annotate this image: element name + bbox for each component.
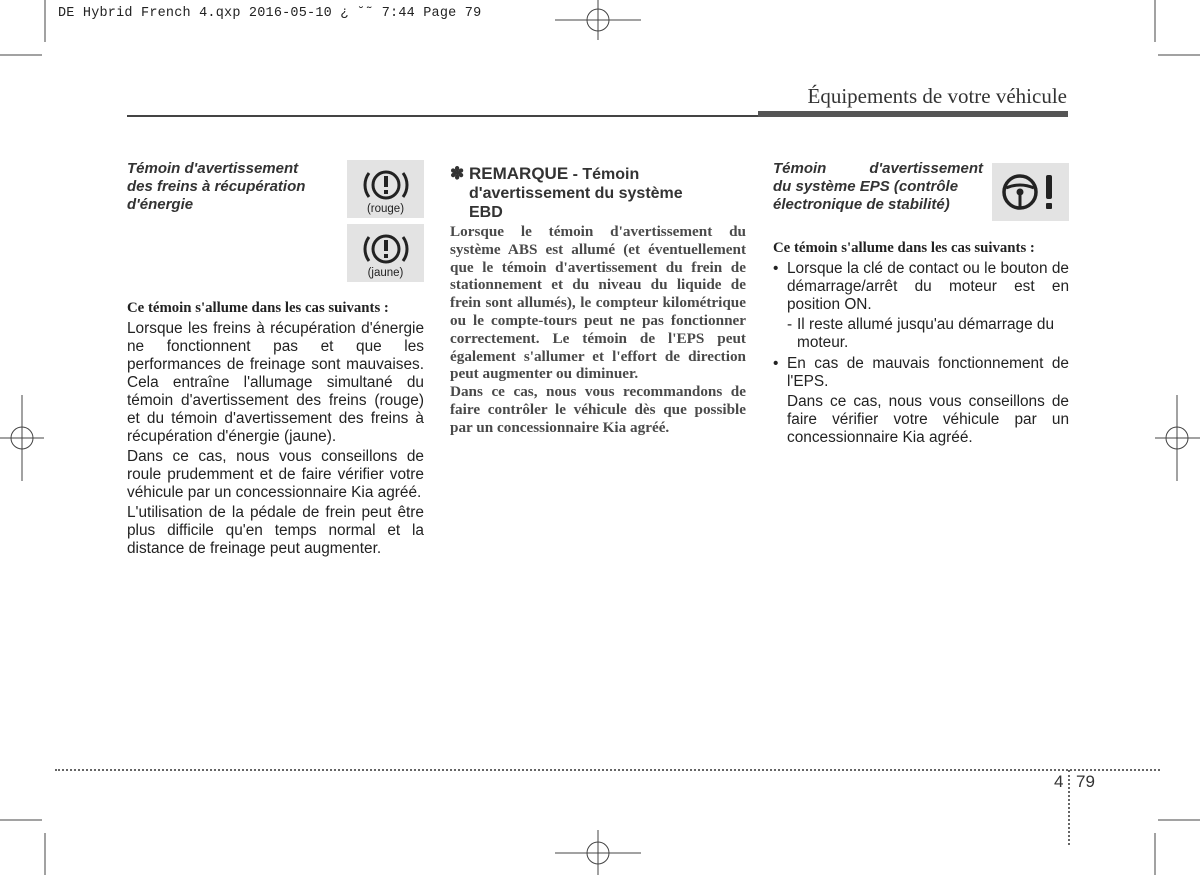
paragraph: Lorsque le témoin d'avertissement du système ABS est allumé (et éventuellement que le témoin d'avertissement du frein de stationnement et du niveau du liquide de frein sont allumés), le compteur kilométrique ou le compte-tours peut ne pas fonctionner correctement. Le témoin de l'EPS peut également s'allumer et l'effort de direction peut augmenter ou diminuer. [450, 223, 746, 383]
note-symbol-icon: ✽ [450, 164, 465, 183]
lead-sentence: Ce témoin s'allume dans les cas suivants : [127, 300, 389, 316]
brake-warning-red-icon [347, 160, 424, 218]
header-rule [127, 115, 767, 117]
note-title: - Témoin [568, 166, 640, 183]
body-text [127, 320, 424, 558]
note-label: REMARQUE [468, 164, 569, 183]
brake-circle-icon [361, 165, 411, 205]
paragraph: Dans ce cas, nous vous conseillons de roule prudemment et de faire vérifier votre véhicule par un concessionnaire Kia agréé. [127, 447, 424, 501]
bullet-icon: • [773, 354, 779, 372]
lead-sentence: Ce témoin s'allume dans les cas suivants : [773, 240, 1035, 256]
note-title-line: EBD [469, 204, 503, 221]
section-heading: Témoin d'avertissement du système EPS (contrôle électronique de stabilité) [773, 160, 983, 213]
icon-caption: (rouge) [366, 203, 405, 215]
paragraph: Lorsque les freins à récupération d'énergie ne fonctionnent pas et que les performances de freinage sont mauvaises. Cela entraîne l'allumage simultané du témoin d'avertissement des freins (rouge) et du témoin d'avertissement des freins à récupération d'énergie (jaune). [127, 319, 424, 445]
paragraph: Dans ce cas, nous vous recommandons de faire contrôler le véhicule dès que possible par un concessionnaire Kia agréé. [450, 383, 746, 436]
brake-circle-icon [361, 229, 411, 269]
paragraph: L'utilisation de la pédale de frein peut être plus difficile qu'en temps normal et la distance de freinage peut augmenter. [127, 503, 424, 557]
running-head: Équipements de votre véhicule [807, 84, 1067, 108]
bullet-icon: • [773, 259, 779, 277]
section-heading: Témoin d'avertissement des freins à récupération d'énergie [127, 160, 306, 213]
folio-separator [1068, 770, 1070, 845]
list-item: • En cas de mauvais fonctionnement de l'EPS. [773, 354, 1069, 390]
print-slug: DE Hybrid French 4.qxp 2016-05-10 ¿ ˘˜ 7:44 Page 79 [58, 6, 482, 21]
icon-caption: (jaune) [367, 267, 404, 279]
footer-rule [55, 769, 1160, 771]
sub-list-item: - Il reste allumé jusqu'au démarrage du moteur. [787, 315, 1055, 351]
eps-warning-icon [992, 163, 1069, 221]
header-rule-bar [758, 111, 1068, 117]
steering-wheel-icon [998, 170, 1064, 214]
list-item: • Lorsque la clé de contact ou le bouton de démarrage/arrêt du moteur est en position ON. [773, 259, 1069, 313]
note-title-line: d'avertissement du système [469, 185, 683, 202]
paragraph: Dans ce cas, nous vous conseillons de faire vérifier votre véhicule par un concessionnaire Kia agréé. [787, 392, 1069, 446]
column-note-ebd [450, 160, 746, 437]
note-heading [450, 164, 746, 222]
column-regen-brake [127, 160, 424, 560]
page-number: 79 [1076, 772, 1095, 791]
brake-warning-yellow-icon [347, 224, 424, 282]
chapter-number: 4 [1054, 772, 1064, 791]
note-body [450, 223, 746, 437]
column-eps [773, 160, 1069, 447]
